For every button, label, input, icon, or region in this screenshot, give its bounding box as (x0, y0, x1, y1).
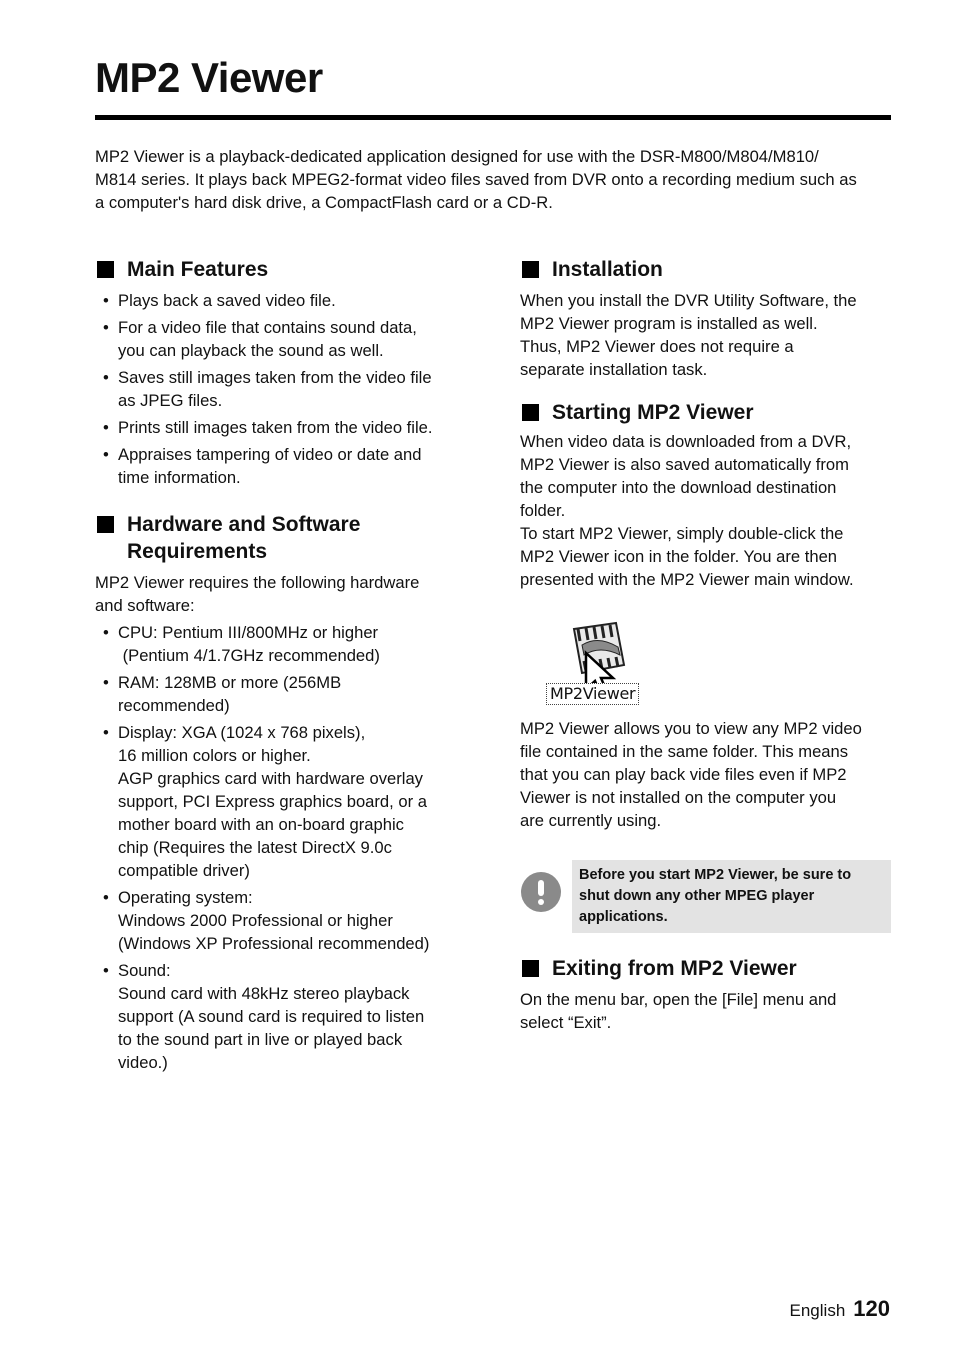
starting-text: When video data is downloaded from a DVR, MP2 Viewer is also saved automatically from the computer into the download destination folder. To start MP2 Viewer, simply double-click the MP2 Viewer icon in the folder. You are then presented with the MP2 Viewer main window. (520, 432, 854, 589)
bullet-icon: • (103, 723, 109, 742)
icon-label: MP2Viewer (546, 683, 639, 705)
starting-heading: Starting MP2 Viewer (520, 399, 891, 426)
intro-line: MP2 Viewer is a playback-dedicated application designed for use with the DSR-M800/M804/M810/ (95, 147, 819, 166)
installation-text: When you install the DVR Utility Software, the MP2 Viewer program is installed as well. Thus, MP2 Viewer does not require a separate installation task. (520, 291, 857, 379)
black-square-icon (522, 960, 539, 977)
bullet-icon: • (103, 418, 109, 437)
bullet-icon: • (103, 445, 109, 464)
mp2viewer-desktop-icon[interactable] (546, 617, 656, 717)
bullet-icon: • (103, 623, 109, 642)
note-text: Before you start MP2 Viewer, be sure to shut down any other MPEG player applications. (572, 860, 891, 933)
list-item: • Operating system: Windows 2000 Professional or higher (Windows XP Professional recommended) (103, 888, 430, 953)
list-item: • Sound: Sound card with 48kHz stereo playback support (A sound card is required to listen to the sound part in live or played back video.) (103, 961, 425, 1072)
list-item: • Plays back a saved video file. (103, 291, 336, 310)
bullet-icon: • (103, 318, 109, 337)
black-square-icon (97, 261, 114, 278)
black-square-icon (97, 516, 114, 533)
bullet-icon: • (103, 961, 109, 980)
exclamation-icon (521, 872, 561, 912)
installation-heading: Installation (520, 256, 891, 283)
intro-line: a computer's hard disk drive, a CompactFlash card or a CD-R. (95, 193, 553, 212)
list-item: • For a video file that contains sound data, you can playback the sound as well. (103, 318, 417, 360)
bullet-icon: • (103, 368, 109, 387)
left-column (95, 256, 467, 1078)
list-item: • Saves still images taken from the video file as JPEG files. (103, 368, 432, 410)
page-footer (790, 1296, 890, 1322)
right-column (520, 256, 891, 1034)
list-item: • Display: XGA (1024 x 768 pixels), 16 million colors or higher. AGP graphics card with hardware overlay support, PCI Express graphics board, or a mother board with an on-board graphic chip (Requires the latest DirectX 9.0c compatible driver) (103, 723, 427, 880)
bullet-icon: • (103, 888, 109, 907)
main-features-heading: Main Features (95, 256, 467, 283)
requirements-intro: MP2 Viewer requires the following hardware and software: (95, 573, 420, 615)
caution-note (520, 860, 891, 933)
bullet-icon: • (103, 673, 109, 692)
exiting-heading: Exiting from MP2 Viewer (520, 955, 891, 982)
title-rule (95, 115, 891, 120)
viewer-description: MP2 Viewer allows you to view any MP2 video file contained in the same folder. This means that you can play back vide files even if MP2 Viewer is not installed on the computer you are currently using. (520, 719, 862, 830)
intro-paragraph (95, 145, 891, 214)
black-square-icon (522, 261, 539, 278)
main-features-list (95, 289, 467, 489)
list-item: • Appraises tampering of video or date and time information. (103, 445, 422, 487)
footer-language: English (789, 1301, 846, 1320)
exiting-text: On the menu bar, open the [File] menu and select “Exit”. (520, 990, 837, 1032)
page-number: 120 (853, 1296, 890, 1321)
intro-line: M814 series. It plays back MPEG2-format video files saved from DVR onto a recording medium such as (95, 170, 857, 189)
requirements-list (95, 621, 467, 1074)
list-item: • RAM: 128MB or more (256MB recommended) (103, 673, 342, 715)
list-item: • Prints still images taken from the video file. (103, 418, 433, 437)
list-item: • CPU: Pentium III/800MHz or higher (Pentium 4/1.7GHz recommended) (103, 623, 380, 665)
black-square-icon (522, 404, 539, 421)
requirements-heading: Hardware and Software Requirements (95, 511, 467, 565)
page-title: MP2 Viewer (95, 54, 323, 101)
bullet-icon: • (103, 291, 109, 310)
